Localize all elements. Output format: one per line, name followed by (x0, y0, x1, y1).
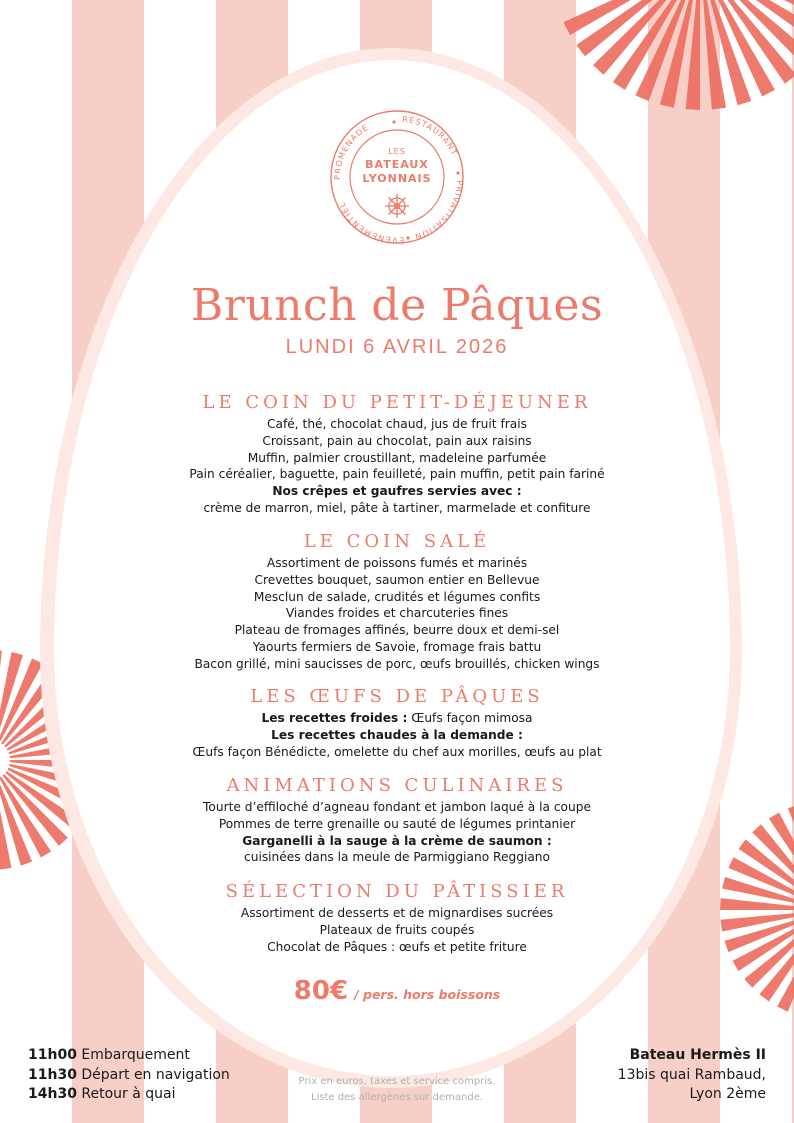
menu-item: Garganelli à la sauge à la crème de saumon : (242, 833, 552, 848)
menu-item: Œufs façon Bénédicte, omelette du chef aux morilles, œufs au plat (192, 744, 602, 759)
logo-arc-left: PROMENADE (332, 122, 371, 181)
section-title: LES ŒUFS DE PÂQUES (250, 686, 544, 707)
section-title: SÉLECTION DU PÂTISSIER (225, 881, 569, 902)
menu-section (0, 686, 794, 760)
schedule-item: 14h30 Retour à quai (28, 1086, 176, 1102)
menu-item: Assortiment de desserts et de mignardises sucrées (240, 906, 554, 920)
venue-address-2: Lyon 2ème (689, 1086, 766, 1102)
menu-item: Les recettes froides : Œufs façon mimosa (261, 711, 533, 725)
logo-arc-bottom: ÉVÈNEMENTIEL (337, 200, 405, 245)
menu-item: Pommes de terre grenaille ou sauté de légumes printanier (218, 816, 576, 831)
schedule-item: 11h30 Départ en navigation (28, 1066, 230, 1083)
price-block (0, 976, 794, 1006)
menu-item: Mesclun de salade, crudités et légumes confits (253, 589, 541, 604)
menu-item: cuisinées dans la meule de Parmiggiano Reggiano (244, 850, 550, 865)
menu-item: Bacon grillé, mini saucisses de porc, œufs brouillés, chicken wings (194, 656, 600, 671)
venue-info (618, 1046, 766, 1105)
price-note: / pers. hors boissons (354, 987, 501, 1002)
price-amount: 80€ (293, 976, 349, 1006)
logo-arc-right: RESTAURANT (401, 114, 460, 158)
menu-item: Crevettes bouquet, saumon entier en Bellevue (254, 572, 540, 587)
menu-item: Nos crêpes et gaufres servies avec : (272, 484, 522, 499)
ship-wheel-icon (385, 194, 409, 218)
legal-line-2: Liste des allergènes sur demande. (310, 1092, 484, 1103)
section-title: ANIMATIONS CULINAIRES (226, 775, 568, 796)
svg-text:RESTAURANT (402, 115, 459, 158)
schedule-item: 11h00 Embarquement (28, 1047, 190, 1063)
legal-line-1: Prix en euros, taxes et service compris. (298, 1076, 496, 1087)
section-title: LE COIN SALÉ (303, 531, 491, 552)
logo-line-1: LES (388, 147, 406, 156)
menu-section (0, 531, 794, 673)
menu-section (0, 392, 794, 517)
menu-item: Croissant, pain au chocolat, pain aux raisins (262, 433, 532, 448)
menu-item: Muffin, palmier croustillant, madeleine parfumée (247, 450, 547, 465)
section-title: LE COIN DU PETIT-DÉJEUNER (202, 392, 592, 413)
bateaux-lyonnais-logo (328, 108, 466, 246)
menu-item: Viandes froides et charcuteries fines (285, 606, 509, 621)
page-title: Brunch de Pâques (190, 280, 604, 331)
svg-text:PRIVATISATION (413, 180, 464, 242)
event-date: LUNDI 6 AVRIL 2026 (285, 336, 509, 358)
menu-item: Plateaux de fruits coupés (319, 922, 475, 937)
menu-section (0, 775, 794, 866)
menu-item: Café, thé, chocolat chaud, jus de fruit frais (267, 417, 527, 431)
boat-name: Bateau Hermès II (629, 1047, 766, 1063)
logo-line-3: LYONNAIS (362, 172, 432, 185)
logo-line-2: BATEAUX (365, 158, 429, 171)
menu-item: Tourte d’effiloché d’agneau fondant et jambon laqué à la coupe (203, 800, 591, 814)
menu-item: Yaourts fermiers de Savoie, fromage frais battu (252, 639, 542, 654)
menu-item: crème de marron, miel, pâte à tartiner, marmelade et confiture (203, 500, 591, 515)
logo-arc-right-lower: PRIVATISATION (412, 179, 465, 242)
venue-address-1: 13bis quai Rambaud, (617, 1066, 766, 1083)
menu-item: Chocolat de Pâques : œufs et petite friture (267, 939, 527, 954)
menu-item: Plateau de fromages affinés, beurre doux et demi-sel (234, 623, 560, 638)
menu-section (0, 881, 794, 955)
menu-item: Assortiment de poissons fumés et marinés (266, 556, 528, 570)
menu-item: Pain céréalier, baguette, pain feuilleté, pain muffin, petit pain fariné (189, 467, 605, 482)
menu-item: Les recettes chaudes à la demande : (271, 727, 523, 742)
